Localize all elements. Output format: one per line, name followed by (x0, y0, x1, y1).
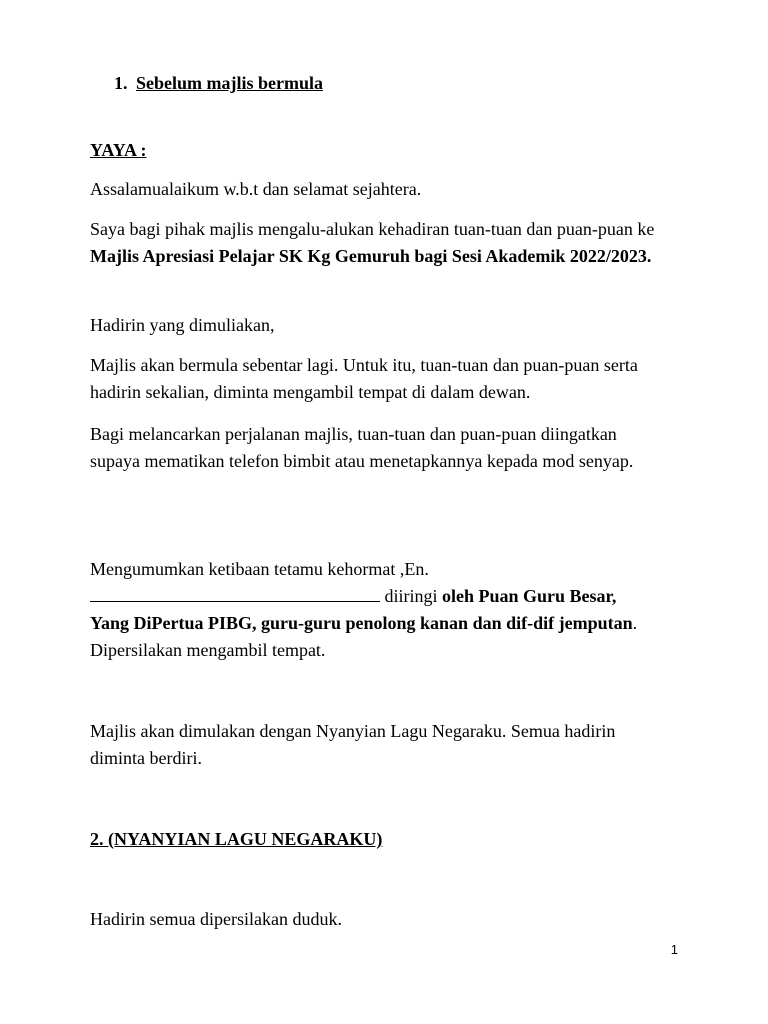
announce-guest-1: oleh Puan Guru Besar, (442, 586, 617, 606)
section-2-heading: 2. (NYANYIAN LAGU NEGARAKU) (90, 829, 383, 849)
section-title: Sebelum majlis bermula (136, 73, 323, 93)
announce-line: Mengumumkan ketibaan tetamu kehormat ,En. (90, 559, 429, 579)
section-number: 1. (114, 73, 128, 93)
announce-guest-2: Yang DiPertua PIBG, guru-guru penolong kanan dan dif-dif jemputan (90, 613, 633, 633)
welcome-text: Saya bagi pihak majlis mengalu-alukan kehadiran tuan-tuan dan puan-puan ke (90, 219, 655, 239)
announce-escort: diiringi (380, 586, 442, 606)
event-name: Majlis Apresiasi Pelajar SK Kg Gemuruh bagi Sesi Akademik 2022/2023. (90, 246, 652, 266)
greeting-paragraph: Assalamualaikum w.b.t dan selamat sejahtera. (90, 179, 422, 199)
anthem-paragraph: Majlis akan dimulakan dengan Nyanyian Lagu Negaraku. Semua hadirin diminta berdiri. (90, 721, 616, 768)
page-number: 1 (670, 942, 678, 957)
name-blank-line (90, 585, 380, 602)
begin-paragraph: Majlis akan bermula sebentar lagi. Untuk itu, tuan-tuan dan puan-puan serta hadirin sekalian, diminta mengambil tempat di dalam dewan. (90, 355, 638, 402)
announce-paragraph (90, 556, 658, 664)
welcome-paragraph (90, 216, 658, 270)
phone-paragraph: Bagi melancarkan perjalanan majlis, tuan-tuan dan puan-puan diingatkan supaya mematikan telefon bimbit atau menetapkannya kepada mod senyap. (90, 424, 634, 471)
address-paragraph: Hadirin yang dimuliakan, (90, 315, 275, 335)
sit-paragraph: Hadirin semua dipersilakan duduk. (90, 909, 342, 929)
announce-tail: . Dipersilakan mengambil tempat. (90, 613, 638, 660)
speaker-label: YAYA : (90, 140, 147, 160)
section-1-heading (114, 70, 658, 97)
